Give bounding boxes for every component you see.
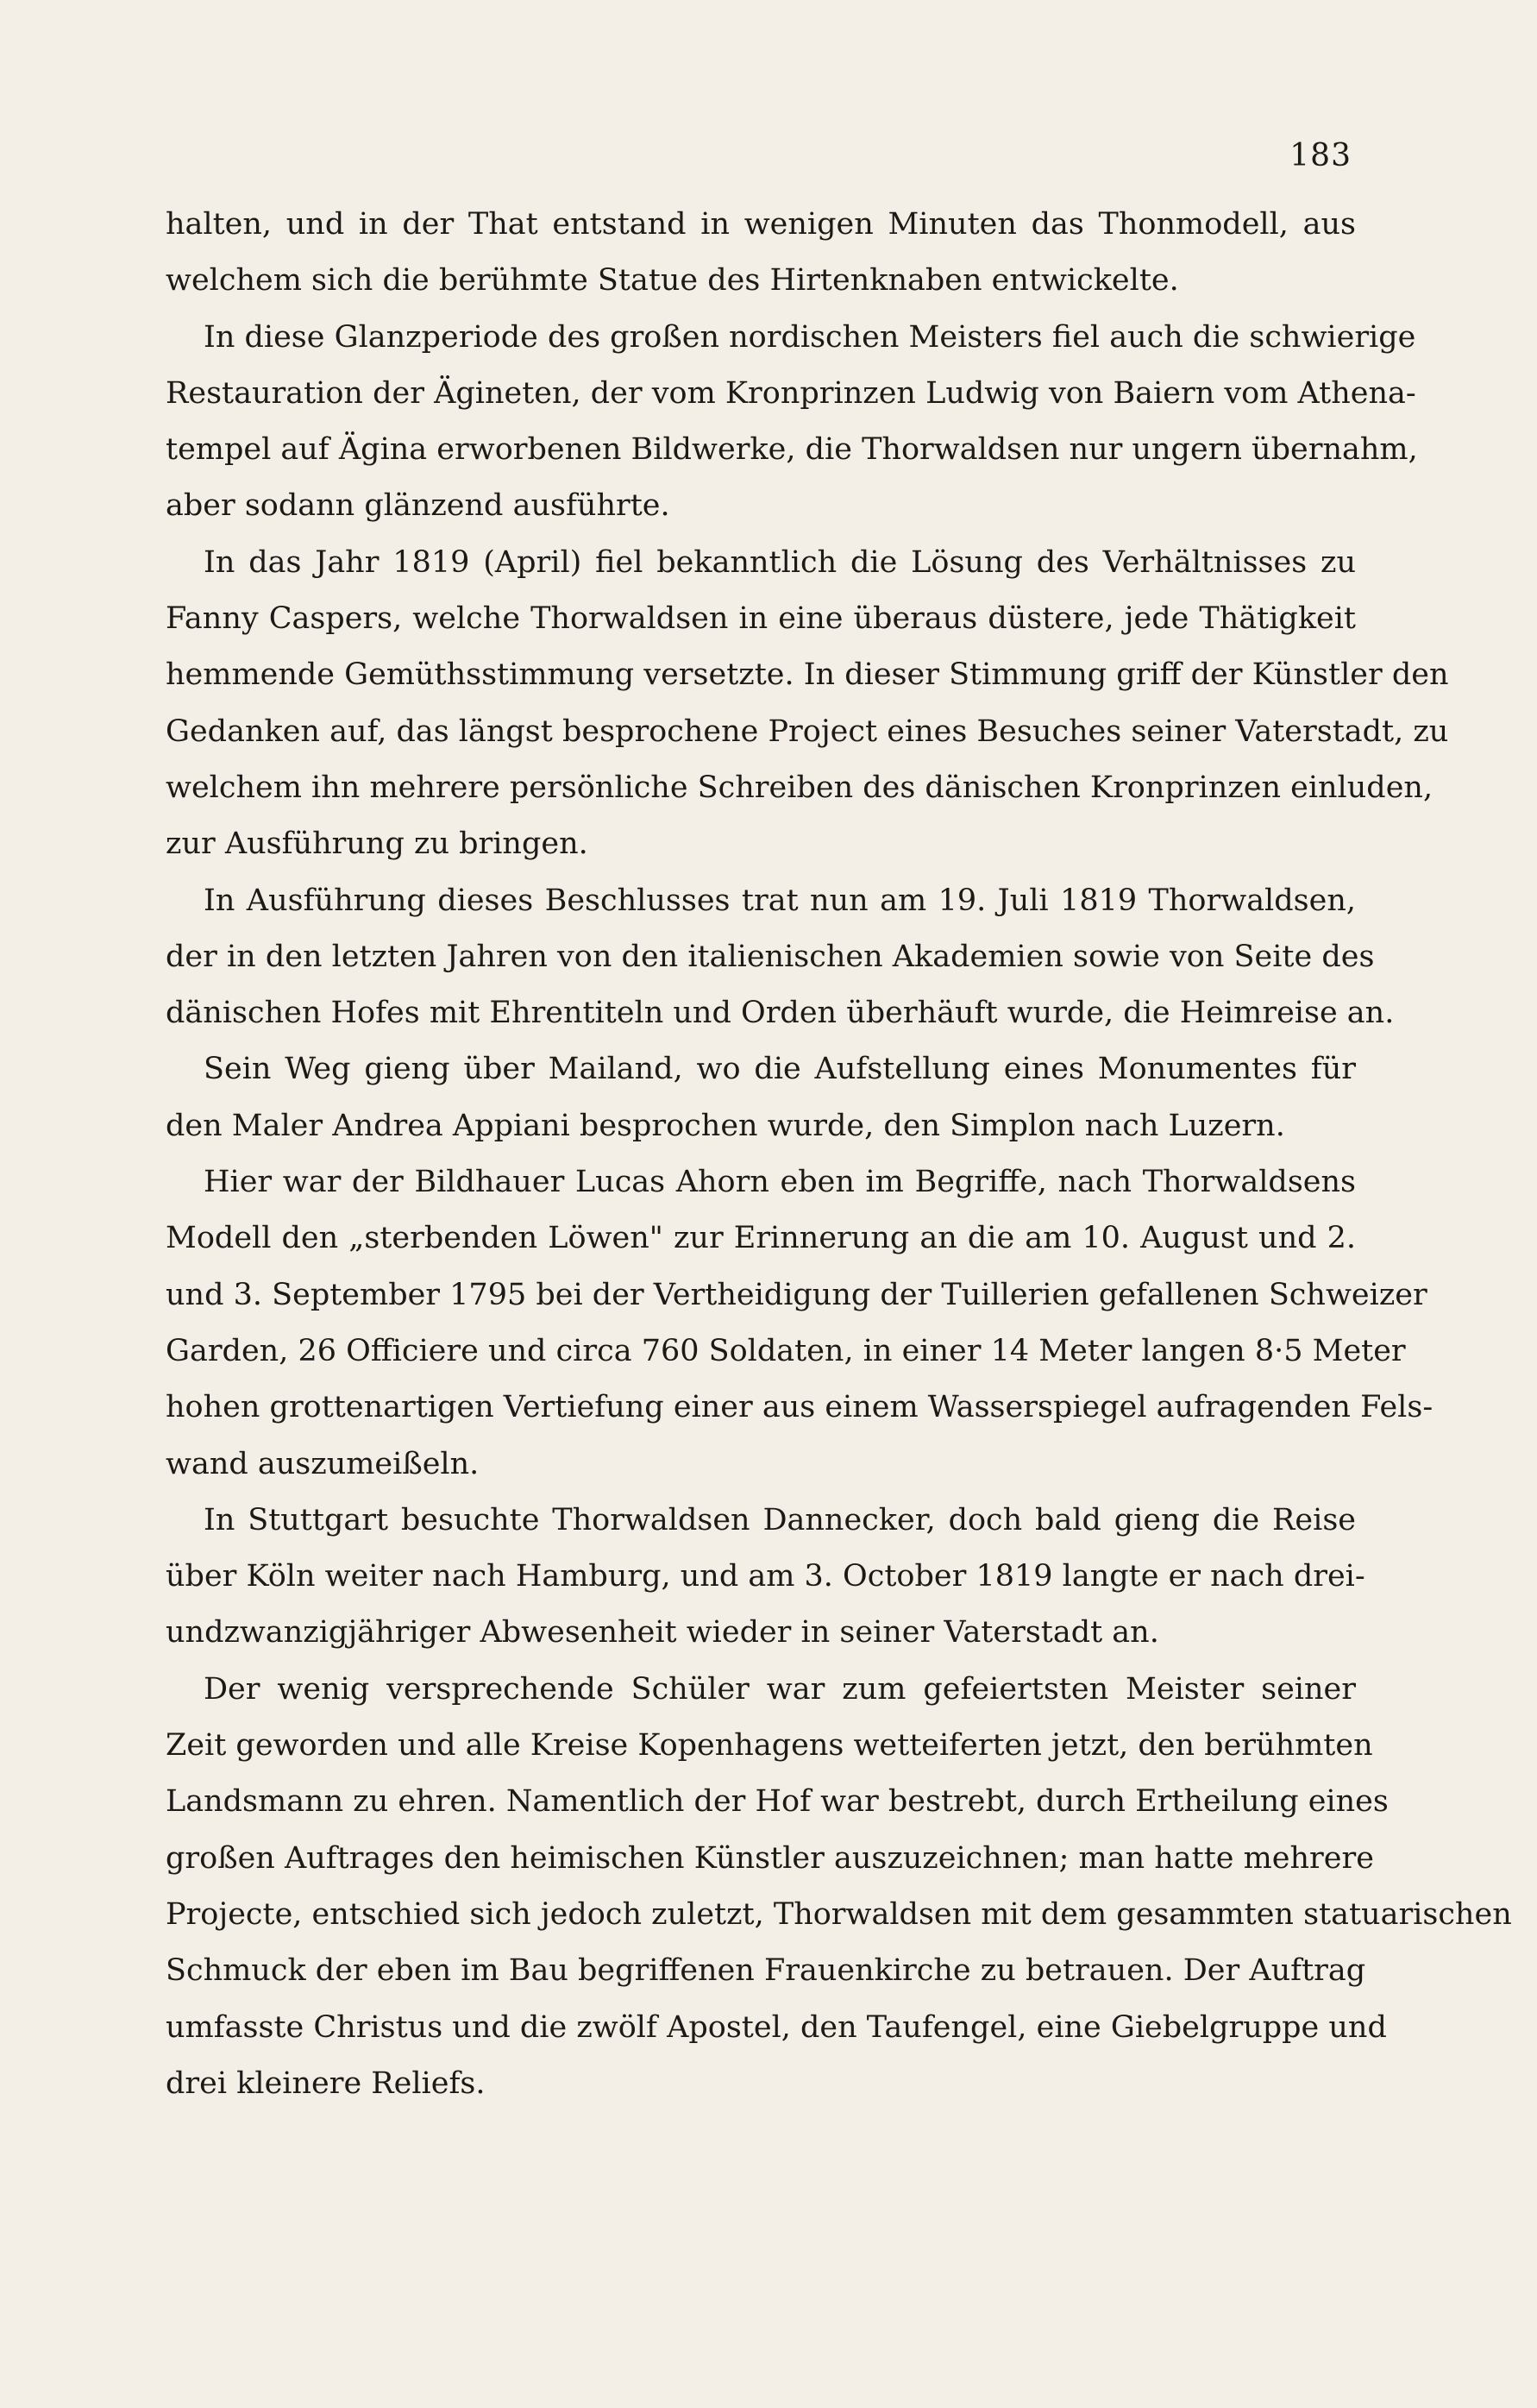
text-line: halten, und in der That entstand in wenigen Minuten das Thonmodell, aus <box>166 207 1356 242</box>
text-line: drei kleinere Reliefs. <box>166 2065 486 2101</box>
text-line: Projecte, entschied sich jedoch zuletzt, Thorwaldsen mit dem gesammten statuarischen <box>166 1896 1512 1932</box>
text-line: wand auszumeißeln. <box>166 1446 480 1481</box>
text-line: In diese Glanzperiode des großen nordischen Meisters fiel auch die schwierige <box>204 319 1416 355</box>
text-line: hemmende Gemüthsstimmung versetzte. In dieser Stimmung griff der Künstler den <box>166 657 1449 693</box>
text-line: großen Auftrages den heimischen Künstler auszuzeichnen; man hatte mehrere <box>166 1840 1374 1876</box>
text-line: tempel auf Ägina erworbenen Bildwerke, die Thorwaldsen nur ungern übernahm, <box>166 432 1418 468</box>
text-line: über Köln weiter nach Hamburg, und am 3. October 1819 langte er nach drei- <box>166 1559 1365 1594</box>
text-line: undzwanzigjähriger Abwesenheit wieder in seiner Vaterstadt an. <box>166 1615 1159 1650</box>
text-line: Schmuck der eben im Bau begriffenen Frauenkirche zu betrauen. Der Auftrag <box>166 1953 1366 1989</box>
text-line: zur Ausführung zu bringen. <box>166 827 588 862</box>
text-line: Zeit geworden und alle Kreise Kopenhagens wetteiferten jetzt, den berühmten <box>166 1728 1373 1764</box>
text-line: welchem ihn mehrere persönliche Schreiben des dänischen Kronprinzen einluden, <box>166 770 1433 805</box>
text-line: Landsmann zu ehren. Namentlich der Hof war bestrebt, durch Ertheilung eines <box>166 1784 1389 1820</box>
text-line: Garden, 26 Officiere und circa 760 Soldaten, in einer 14 Meter langen 8·5 Meter <box>166 1333 1406 1368</box>
text-line: In Stuttgart besuchte Thorwaldsen Dannecker, doch bald gieng die Reise <box>204 1502 1356 1537</box>
page-number: 183 <box>1289 138 1352 173</box>
text-line: der in den letzten Jahren von den italienischen Akademien sowie von Seite des <box>166 939 1375 974</box>
body-text <box>166 197 1512 2112</box>
text-line: In das Jahr 1819 (April) fiel bekanntlich die Lösung des Verhältnisses zu <box>204 544 1356 580</box>
text-line: aber sodann glänzend ausführte. <box>166 488 670 524</box>
text-line: umfasste Christus und die zwölf Apostel, den Taufengel, eine Giebelgruppe und <box>166 2009 1387 2045</box>
text-line: Gedanken auf, das längst besprochene Project eines Besuches seiner Vaterstadt, zu <box>166 714 1449 749</box>
text-line: und 3. September 1795 bei der Vertheidigung der Tuillerien gefallenen Schweizer <box>166 1277 1427 1312</box>
text-line: Sein Weg gieng über Mailand, wo die Aufstellung eines Monumentes für <box>204 1052 1356 1087</box>
text-line: Hier war der Bildhauer Lucas Ahorn eben im Begriffe, nach Thorwaldsens <box>204 1165 1356 1200</box>
text-line: Modell den „sterbenden Löwen" zur Erinnerung an die am 10. August und 2. <box>166 1221 1356 1256</box>
text-line: welchem sich die berühmte Statue des Hirtenknaben entwickelte. <box>166 263 1179 299</box>
text-line: In Ausführung dieses Beschlusses trat nun am 19. Juli 1819 Thorwaldsen, <box>204 883 1356 918</box>
text-line: Restauration der Ägineten, der vom Kronprinzen Ludwig von Baiern vom Athena- <box>166 375 1416 411</box>
text-line: dänischen Hofes mit Ehrentiteln und Orden überhäuft wurde, die Heimreise an. <box>166 996 1395 1031</box>
text-line: Der wenig versprechende Schüler war zum gefeiertsten Meister seiner <box>204 1671 1356 1707</box>
text-line: hohen grottenartigen Vertiefung einer aus einem Wasserspiegel aufragenden Fels- <box>166 1390 1433 1425</box>
text-line: den Maler Andrea Appiani besprochen wurde, den Simplon nach Luzern. <box>166 1108 1285 1143</box>
text-line: Fanny Caspers, welche Thorwaldsen in eine überaus düstere, jede Thätigkeit <box>166 601 1356 637</box>
